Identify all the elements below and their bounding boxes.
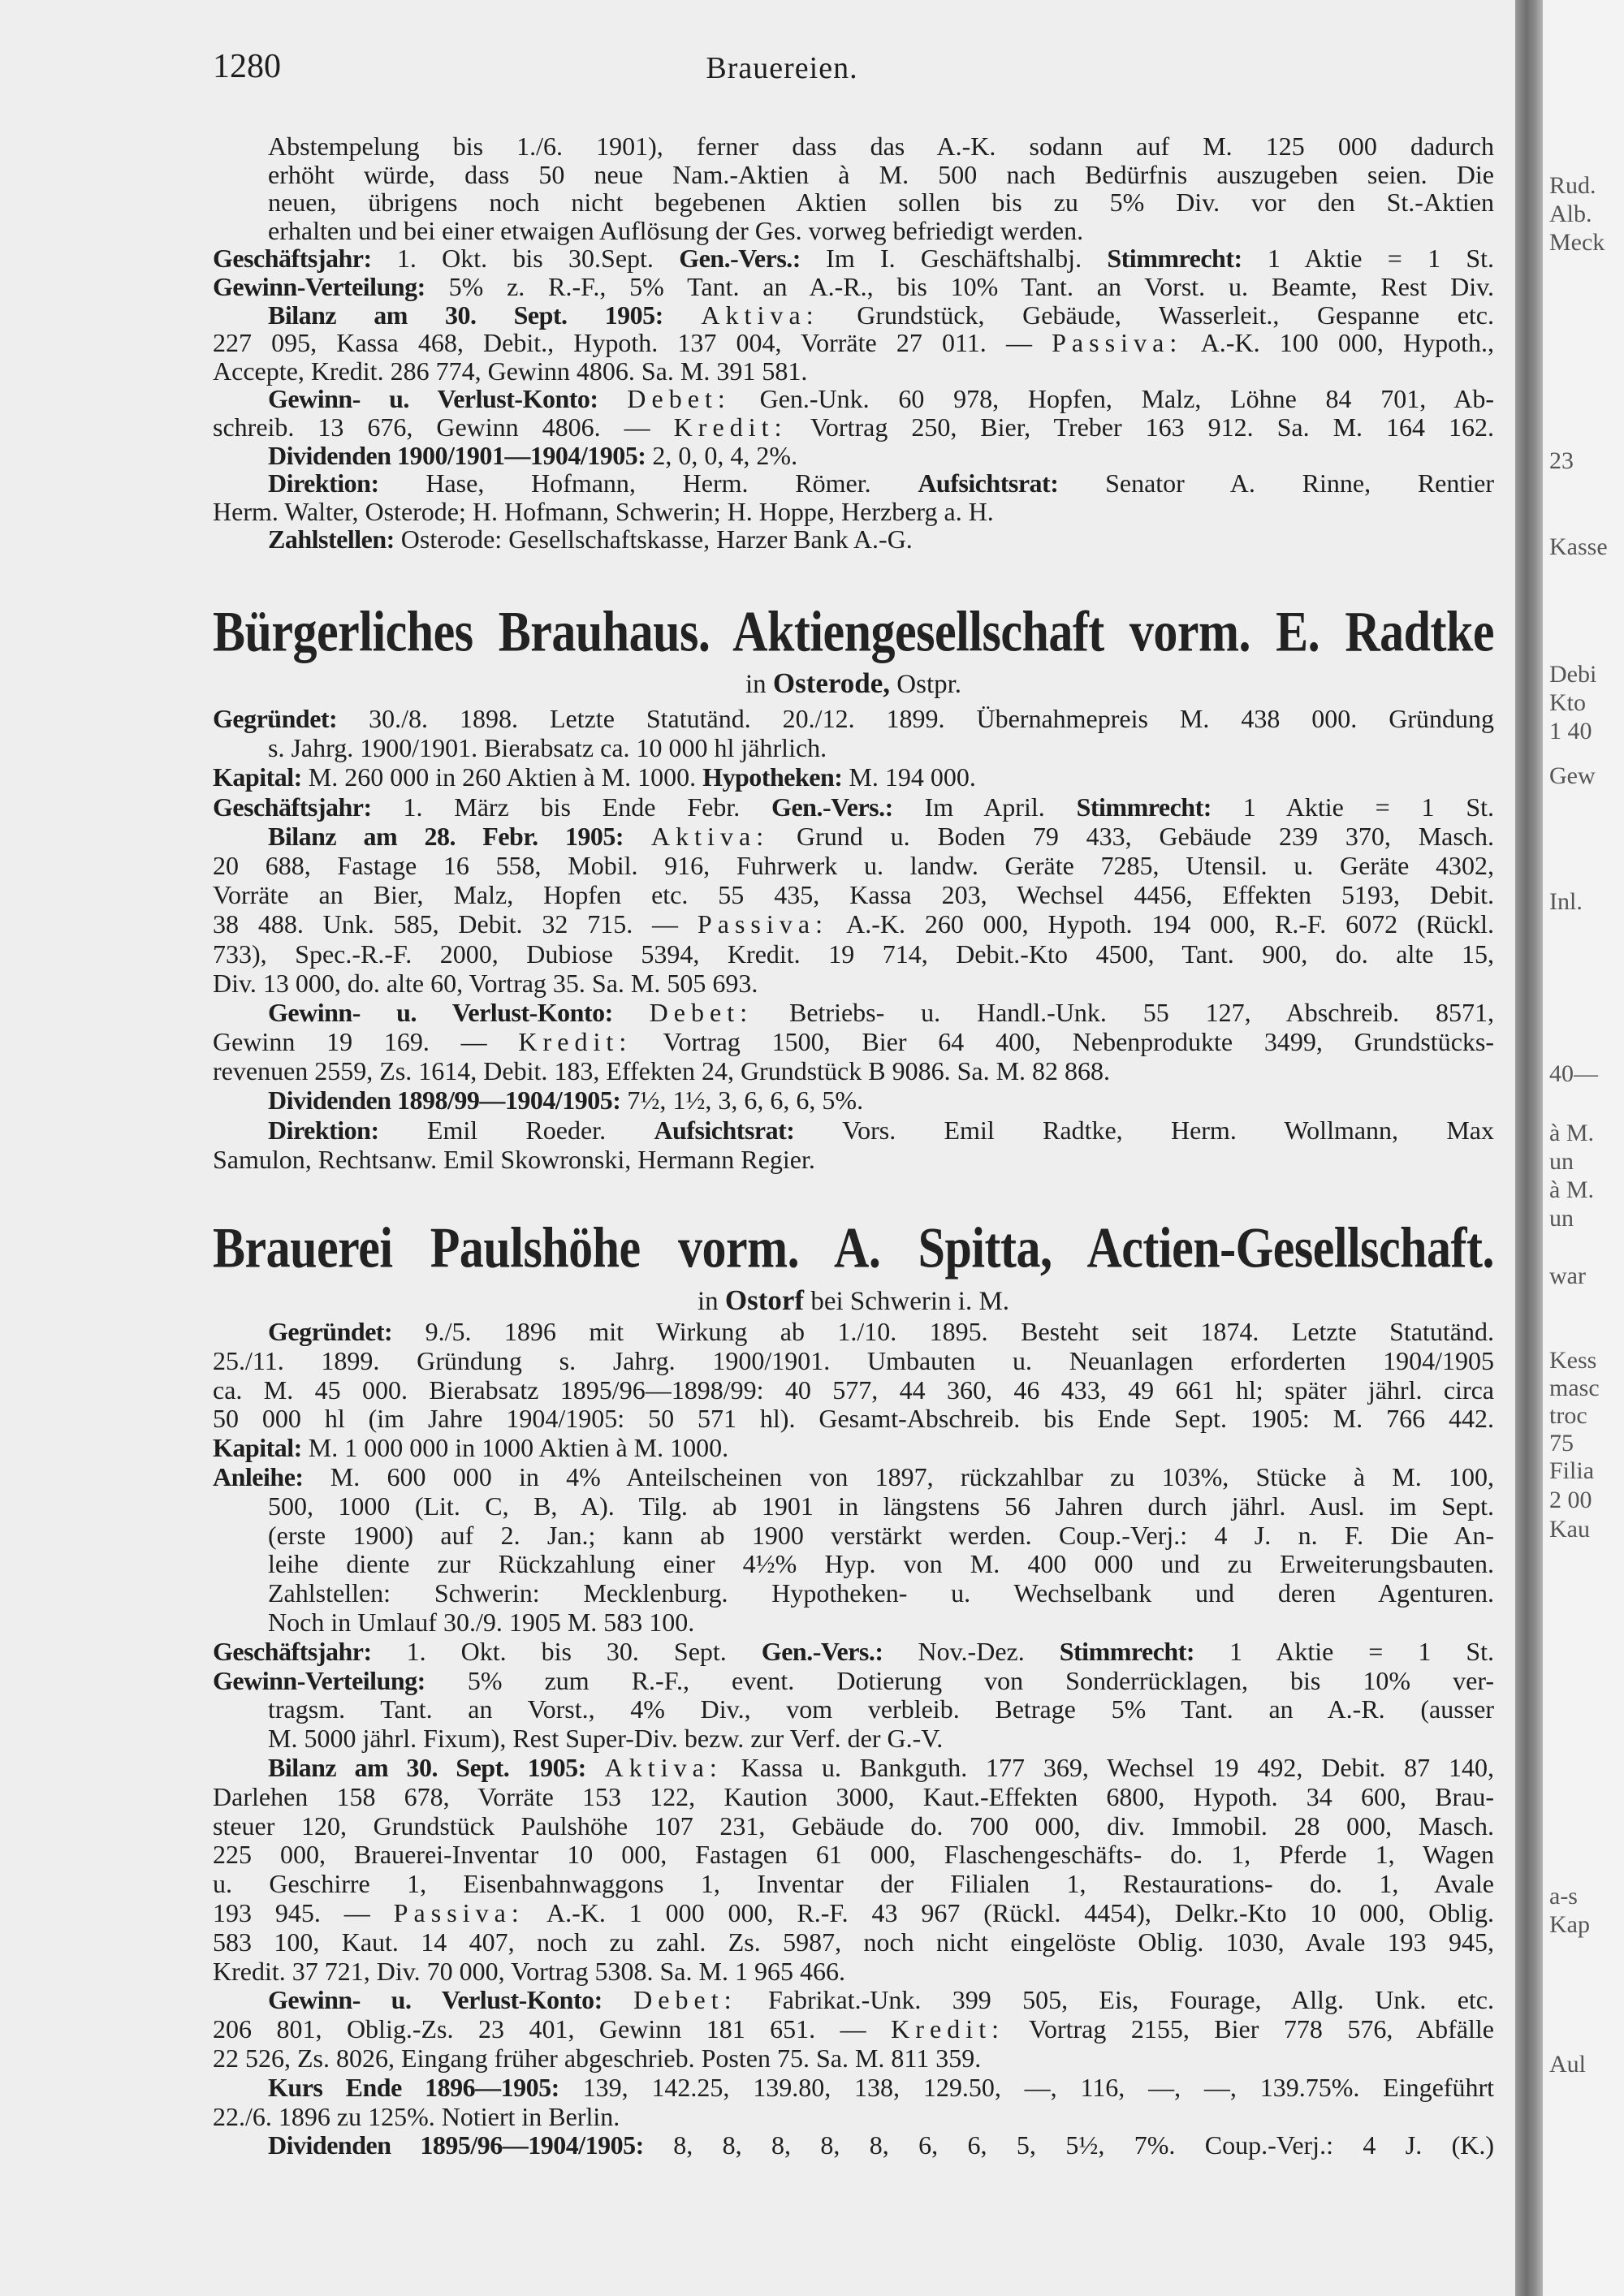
- field-label: Hypotheken:: [702, 762, 843, 792]
- spaced-label: Passiva:: [697, 909, 829, 939]
- next-page-fragment: Gew: [1549, 762, 1596, 789]
- spaced-label: Debet:: [627, 384, 731, 414]
- next-page-fragment: Debi: [1549, 661, 1597, 688]
- text-line: [213, 1085, 1494, 1115]
- text-run: Herm. Walter, Osterode; H. Hofmann, Schwerin; H. Hoppe, Herzberg a. H.: [213, 496, 994, 526]
- field-label: Gegründet:: [213, 704, 338, 733]
- spaced-label: Passiva:: [393, 1897, 525, 1927]
- text-run: M. 260 000 in 260 Aktien à M. 1000.: [301, 762, 703, 792]
- text-run: 225 000, Brauerei-Inventar 10 000, Fastagen 61 000, Flaschengeschäfts- do. 1, Pferde 1, Wagen: [213, 1840, 1494, 1870]
- location-prefix: in: [697, 1287, 725, 1316]
- text-run: tragsm. Tant. an Vorst., 4% Div., vom verbleib. Betrage 5% Tant. an A.-R. (ausser: [268, 1694, 1494, 1724]
- text-run: 5% z. R.-F., 5% Tant. an A.-R., bis 10% Tant. an Vorst. u. Beamte, Rest Div.: [425, 271, 1494, 301]
- next-page-fragment: Filia: [1549, 1457, 1595, 1484]
- next-page-fragment: Kasse: [1549, 533, 1608, 560]
- binding-gutter: [1515, 0, 1543, 2296]
- text-line: [213, 2074, 1494, 2103]
- text-line: [213, 1638, 1494, 1667]
- location-prefix: in: [745, 670, 773, 699]
- text-run: Zahlstellen: Schwerin: Mecklenburg. Hypotheken- u. Wechselbank und deren Agenturen.: [268, 1578, 1494, 1608]
- field-label: Geschäftsjahr:: [213, 1636, 372, 1666]
- text-line: [213, 2131, 1494, 2160]
- next-page-fragment: Kess: [1549, 1347, 1597, 1374]
- next-page-fragment: 40—: [1549, 1060, 1598, 1087]
- section-brauerei-paulshoehe: [213, 1318, 1494, 2160]
- text-line: [213, 273, 1494, 301]
- field-label: Dividenden 1895/96—1904/1905:: [268, 2130, 644, 2160]
- text-run: 22 526, Zs. 8026, Eingang früher abgeschrieb. Posten 75. Sa. M. 811 359.: [213, 2043, 982, 2073]
- text-run: Vortrag 1500, Bier 64 400, Nebenprodukte 3499, Grundstücks-: [632, 1027, 1495, 1057]
- next-page-fragment: à M.: [1549, 1176, 1594, 1203]
- field-label: Bilanz am 28. Febr. 1905:: [268, 821, 624, 851]
- location-suffix: bei Schwerin i. M.: [804, 1287, 1010, 1316]
- text-line: [213, 1056, 1494, 1085]
- text-run: 50 000 hl (im Jahre 1904/1905: 50 571 hl). Gesamt-Abschreib. bis Ende Sept. 1905: M. 766 442.: [213, 1404, 1494, 1434]
- text-run: schreib. 13 676, Gewinn 4806. —: [213, 412, 674, 442]
- text-line: [213, 1870, 1494, 1899]
- next-page-fragment: à M.: [1549, 1120, 1594, 1146]
- text-run: [586, 1753, 605, 1782]
- text-run: 583 100, Kaut. 14 407, noch zu zahl. Zs. 5987, noch nicht eingelöste Oblig. 1030, Avale 193 945,: [213, 1927, 1494, 1957]
- text-run: 5% zum R.-F., event. Dotierung von Sonderrücklagen, bis 10% ver-: [425, 1665, 1494, 1695]
- text-run: M. 5000 jährl. Fixum), Rest Super-Div. bezw. zur Verf. der G.-V.: [268, 1724, 944, 1754]
- next-page-fragment: Kap: [1549, 1911, 1590, 1938]
- text-run: Gen.-Unk. 60 978, Hopfen, Malz, Löhne 84 701, Ab-: [730, 384, 1494, 414]
- text-run: 139, 142.25, 139.80, 138, 129.50, —, 116, —, —, 139.75%. Eingeführt: [559, 2072, 1495, 2102]
- spaced-label: Aktiva:: [650, 821, 770, 851]
- text-line: [213, 469, 1494, 498]
- text-run: Emil Roeder.: [378, 1115, 654, 1145]
- text-line: [213, 969, 1494, 998]
- text-line: [213, 1841, 1494, 1870]
- text-line: [213, 413, 1494, 442]
- text-line: [213, 1783, 1494, 1812]
- text-run: 206 801, Oblig.-Zs. 23 401, Gewinn 181 651. —: [213, 2014, 892, 2044]
- text-line: [213, 1608, 1494, 1638]
- next-page-fragment: troc: [1549, 1402, 1587, 1429]
- spaced-label: Passiva:: [1052, 328, 1183, 358]
- text-line: [213, 1463, 1494, 1492]
- spaced-label: Aktiva:: [701, 300, 819, 330]
- location-place: Osterode,: [772, 667, 891, 699]
- text-run: [603, 1985, 633, 2014]
- text-run: [613, 998, 650, 1027]
- text-run: Im April.: [892, 792, 1077, 822]
- field-label: Geschäftsjahr:: [213, 792, 372, 822]
- text-run: M. 600 000 in 4% Anteilscheinen von 1897, rückzahlbar zu 103%, Stücke à M. 100,: [303, 1461, 1494, 1491]
- text-line: [213, 217, 1494, 245]
- text-line: [213, 880, 1494, 909]
- text-line: [213, 1347, 1494, 1376]
- company-location: [213, 667, 1494, 701]
- text-line: [213, 442, 1494, 470]
- text-line: [213, 1899, 1494, 1928]
- text-line: [213, 733, 1494, 762]
- field-label: Anleihe:: [213, 1461, 304, 1491]
- text-run: 1 Aktie = 1 St.: [1211, 792, 1495, 822]
- text-run: Darlehen 158 678, Vorräte 153 122, Kaution 3000, Kaut.-Effekten 6800, Hypoth. 34 600, Brau-: [213, 1781, 1494, 1811]
- field-label: Gen.-Vers.:: [771, 792, 893, 822]
- text-line: [213, 357, 1494, 386]
- field-label: Geschäftsjahr:: [213, 244, 372, 274]
- text-run: Accepte, Kredit. 286 774, Gewinn 4806. Sa. M. 391 581.: [213, 356, 808, 386]
- company-title-buergerliches-brauhaus: Bürgerliches Brauhaus. Aktiengesellschaft vorm. E. Radtke: [213, 600, 1494, 663]
- text-line: [213, 1492, 1494, 1521]
- text-run: neuen, übrigens noch nicht begebenen Aktien sollen bis zu 5% Div. vor den St.-Aktien: [268, 188, 1494, 218]
- text-line: [213, 1928, 1494, 1957]
- text-line: [213, 1145, 1494, 1174]
- text-run: Vorräte an Bier, Malz, Hopfen etc. 55 435, Kassa 203, Wechsel 4456, Effekten 5193, Debit.: [213, 880, 1494, 910]
- text-run: Samulon, Rechtsanw. Emil Skowronski, Hermann Regier.: [213, 1144, 815, 1174]
- text-line: [213, 385, 1494, 413]
- field-label: Aufsichtsrat:: [918, 468, 1059, 498]
- text-line: [213, 2103, 1494, 2132]
- field-label: Direktion:: [268, 468, 379, 498]
- text-run: Osterode: Gesellschaftskasse, Harzer Bank A.-G.: [394, 524, 913, 555]
- text-line: [213, 132, 1494, 161]
- text-line: [213, 822, 1494, 851]
- next-page-fragment: a-s: [1549, 1883, 1578, 1910]
- text-run: erhalten und bei einer etwaigen Auflösung der Ges. vorweg befriedigt werden.: [268, 215, 1084, 245]
- text-line: [213, 2015, 1494, 2044]
- text-line: [213, 301, 1494, 330]
- text-run: Vors. Emil Radtke, Herm. Wollmann, Max: [794, 1115, 1495, 1145]
- field-label: Gewinn- u. Verlust-Konto:: [268, 997, 613, 1027]
- field-label: Aufsichtsrat:: [654, 1115, 795, 1145]
- next-page-fragment: masc: [1549, 1375, 1600, 1401]
- text-run: Senator A. Rinne, Rentier: [1058, 468, 1494, 498]
- section-buergerliches-brauhaus: [213, 704, 1494, 1174]
- text-line: [213, 1667, 1494, 1696]
- text-line: [213, 1434, 1494, 1463]
- text-run: Kassa u. Bankguth. 177 369, Wechsel 19 492, Debit. 87 140,: [722, 1752, 1495, 1782]
- text-line: [213, 851, 1494, 880]
- field-label: Stimmrecht:: [1107, 244, 1242, 274]
- next-page-fragment: 75: [1549, 1430, 1574, 1457]
- text-line: [213, 909, 1494, 939]
- field-label: Direktion:: [268, 1115, 379, 1145]
- next-page-fragment: un: [1549, 1148, 1574, 1175]
- field-label: Stimmrecht:: [1059, 1636, 1195, 1666]
- text-run: A.-K. 1 000 000, R.-F. 43 967 (Rückl. 4454), Delkr.-Kto 10 000, Oblig.: [524, 1897, 1495, 1927]
- spaced-label: Kredit:: [518, 1027, 633, 1057]
- text-run: Vortrag 250, Bier, Treber 163 912. Sa. M. 164 162.: [787, 412, 1495, 442]
- spaced-label: Kredit:: [673, 412, 788, 442]
- text-line: [213, 704, 1494, 733]
- text-line: [213, 1405, 1494, 1434]
- field-label: Bilanz am 30. Sept. 1905:: [268, 1752, 586, 1782]
- field-label: Gegründet:: [268, 1317, 393, 1346]
- next-page-fragment: Alb.: [1549, 201, 1592, 227]
- text-run: Noch in Umlauf 30./9. 1905 M. 583 100.: [268, 1607, 695, 1637]
- company-location: [213, 1284, 1494, 1318]
- next-page-fragment: Kau: [1549, 1516, 1590, 1543]
- next-page-fragment: Kto: [1549, 689, 1586, 716]
- text-line: [213, 762, 1494, 792]
- text-run: Div. 13 000, do. alte 60, Vortrag 35. Sa. M. 505 693.: [213, 968, 758, 998]
- text-run: M. 194 000.: [842, 762, 976, 792]
- text-run: 7½, 1½, 3, 6, 6, 6, 5%.: [620, 1085, 864, 1116]
- text-line: [213, 1376, 1494, 1405]
- text-line: [213, 1957, 1494, 1987]
- field-label: Dividenden 1900/1901—1904/1905:: [268, 440, 646, 470]
- location-suffix: Ostpr.: [890, 670, 962, 699]
- text-line: [213, 792, 1494, 822]
- field-label: Kapital:: [213, 1433, 302, 1463]
- text-run: 227 095, Kassa 468, Debit., Hypoth. 137 004, Vorräte 27 011. —: [213, 328, 1052, 358]
- spaced-label: Debet:: [649, 997, 754, 1027]
- text-line: [213, 1724, 1494, 1754]
- text-run: 1. März bis Ende Febr.: [371, 792, 772, 822]
- next-page-fragment: 2 00: [1549, 1487, 1592, 1513]
- text-run: ca. M. 45 000. Bierabsatz 1895/96—1898/99: 40 577, 44 360, 46 433, 49 661 hl; später jährl. circa: [213, 1375, 1494, 1405]
- text-line: [213, 329, 1494, 357]
- field-label: Gen.-Vers.:: [761, 1636, 883, 1666]
- text-line: [213, 939, 1494, 969]
- text-run: [624, 822, 651, 851]
- text-run: 193 945. —: [213, 1897, 394, 1927]
- text-run: 733), Spec.-R.-F. 2000, Dubiose 5394, Kredit. 19 714, Debit.-Kto 4500, Tant. 900, do. alte 15,: [213, 939, 1494, 969]
- text-line: [213, 161, 1494, 189]
- text-run: 500, 1000 (Lit. C, B, A). Tilg. ab 1901 in längstens 56 Jahren durch jährl. Ausl. im Sept.: [268, 1491, 1494, 1521]
- text-run: Grund u. Boden 79 433, Gebäude 239 370, Masch.: [769, 821, 1495, 851]
- text-run: steuer 120, Grundstück Paulshöhe 107 231, Gebäude do. 700 000, div. Immobil. 28 000, Masch.: [213, 1810, 1494, 1841]
- text-line: [213, 1812, 1494, 1841]
- field-label: Gewinn- u. Verlust-Konto:: [268, 1985, 603, 2015]
- text-run: Kredit. 37 721, Div. 70 000, Vortrag 5308. Sa. M. 1 965 466.: [213, 1956, 845, 1986]
- text-run: 2, 0, 0, 4, 2%.: [646, 440, 798, 470]
- text-run: Vortrag 2155, Bier 778 576, Abfälle: [1004, 2014, 1495, 2044]
- text-run: 38 488. Unk. 585, Debit. 32 715. —: [213, 909, 698, 939]
- text-run: Gewinn 19 169. —: [213, 1027, 519, 1057]
- page-number: 1280: [213, 48, 281, 85]
- text-run: 8, 8, 8, 8, 8, 6, 6, 5, 5½, 7%. Coup.-Verj.: 4 J. (K.): [643, 2130, 1495, 2160]
- text-run: Hase, Hofmann, Herm. Römer.: [378, 468, 918, 498]
- spaced-label: Debet:: [633, 1985, 737, 2015]
- company-title-brauerei-paulshoehe: Brauerei Paulshöhe vorm. A. Spitta, Actien-Gesellschaft.: [213, 1216, 1494, 1280]
- text-run: 30./8. 1898. Letzte Statutänd. 20./12. 1899. Übernahmepreis M. 438 000. Gründung: [337, 704, 1494, 733]
- text-run: 1. Okt. bis 30. Sept.: [371, 1636, 762, 1666]
- text-run: s. Jahrg. 1900/1901. Bierabsatz ca. 10 000 hl jährlich.: [268, 733, 827, 763]
- text-run: 20 688, Fastage 16 558, Mobil. 916, Fuhrwerk u. landw. Geräte 7285, Utensil. u. Geräte 4302,: [213, 850, 1494, 880]
- next-page-fragment: Meck: [1549, 229, 1605, 256]
- field-label: Zahlstellen:: [268, 524, 395, 555]
- text-run: 1. Okt. bis 30.Sept.: [371, 244, 680, 274]
- next-page-fragment: war: [1549, 1262, 1586, 1289]
- spaced-label: Aktiva:: [604, 1752, 723, 1782]
- text-run: 22./6. 1896 zu 125%. Notiert in Berlin.: [213, 2101, 620, 2131]
- text-run: [663, 300, 702, 330]
- text-line: [213, 2044, 1494, 2074]
- text-run: (erste 1900) auf 2. Jan.; kann ab 1900 verstärkt werden. Coup.-Verj.: 4 J. n. F. Die An-: [268, 1520, 1494, 1550]
- text-run: A.-K. 260 000, Hypoth. 194 000, R.-F. 6072 (Rückl.: [828, 909, 1495, 939]
- next-page-fragment: Rud.: [1549, 172, 1596, 199]
- text-line: [213, 1754, 1494, 1783]
- spaced-label: Kredit:: [891, 2014, 1005, 2044]
- location-place: Ostorf: [724, 1284, 805, 1316]
- text-run: Nov.-Dez.: [883, 1636, 1060, 1666]
- field-label: Kurs Ende 1896—1905:: [268, 2072, 559, 2102]
- field-label: Gen.-Vers.:: [679, 244, 801, 274]
- field-label: Kapital:: [213, 762, 302, 792]
- text-line: [213, 525, 1494, 554]
- text-run: M. 1 000 000 in 1000 Aktien à M. 1000.: [301, 1433, 729, 1463]
- text-line: [213, 244, 1494, 273]
- text-line: [213, 1027, 1494, 1056]
- field-label: Gewinn-Verteilung:: [213, 271, 425, 301]
- text-run: erhöht würde, dass 50 neue Nam.-Aktien à M. 500 nach Bedürfnis auszugeben seien. Die: [268, 159, 1494, 189]
- field-label: Gewinn-Verteilung:: [213, 1665, 425, 1695]
- text-run: 1 Aktie = 1 St.: [1194, 1636, 1495, 1666]
- text-run: Grundstück, Gebäude, Wasserleit., Gespanne etc.: [818, 300, 1494, 330]
- field-label: Bilanz am 30. Sept. 1905:: [268, 300, 663, 330]
- text-run: 1 Aktie = 1 St.: [1242, 244, 1495, 274]
- text-line: [213, 998, 1494, 1027]
- text-run: 9./5. 1896 mit Wirkung ab 1./10. 1895. Besteht seit 1874. Letzte Statutänd.: [392, 1317, 1494, 1346]
- text-run: 25./11. 1899. Gründung s. Jahrg. 1900/1901. Umbauten u. Neuanlagen erforderten 1904/1905: [213, 1345, 1494, 1375]
- running-head: Brauereien.: [706, 51, 858, 85]
- text-line: [213, 1318, 1494, 1347]
- next-page-fragment: un: [1549, 1205, 1574, 1232]
- next-page-fragment: Aul: [1549, 2051, 1586, 2078]
- section-osterode-continuation: [213, 132, 1494, 554]
- text-run: A.-K. 100 000, Hypoth.,: [1182, 328, 1495, 358]
- text-line: [213, 1986, 1494, 2015]
- text-run: Betriebs- u. Handl.-Unk. 55 127, Abschreib. 8571,: [753, 997, 1495, 1027]
- text-line: [213, 498, 1494, 526]
- next-page-fragment: Inl.: [1549, 888, 1583, 915]
- text-line: [213, 1579, 1494, 1608]
- text-run: [598, 384, 628, 413]
- field-label: Stimmrecht:: [1076, 792, 1212, 822]
- text-run: Fabrikat.-Unk. 399 505, Eis, Fourage, Allg. Unk. etc.: [736, 1985, 1495, 2015]
- text-run: Abstempelung bis 1./6. 1901), ferner dass das A.-K. sodann auf M. 125 000 dadurch: [268, 132, 1494, 161]
- field-label: Dividenden 1898/99—1904/1905:: [268, 1085, 621, 1116]
- text-line: [213, 1550, 1494, 1579]
- text-line: [213, 188, 1494, 217]
- text-run: leihe diente zur Rückzahlung einer 4½% Hyp. von M. 400 000 und zu Erweiterungsbauten.: [268, 1549, 1494, 1579]
- next-page-fragment: 1 40: [1549, 718, 1592, 744]
- text-run: revenuen 2559, Zs. 1614, Debit. 183, Effekten 24, Grundstück B 9086. Sa. M. 82 868.: [213, 1056, 1111, 1086]
- next-page-fragment: 23: [1549, 447, 1574, 474]
- text-run: Im I. Geschäftshalbj.: [800, 244, 1108, 274]
- text-line: [213, 1116, 1494, 1145]
- text-line: [213, 1695, 1494, 1724]
- text-line: [213, 1521, 1494, 1551]
- text-run: u. Geschirre 1, Eisenbahnwaggons 1, Inventar der Filialen 1, Restaurations- do. 1, Avale: [213, 1869, 1494, 1899]
- field-label: Gewinn- u. Verlust-Konto:: [268, 384, 598, 414]
